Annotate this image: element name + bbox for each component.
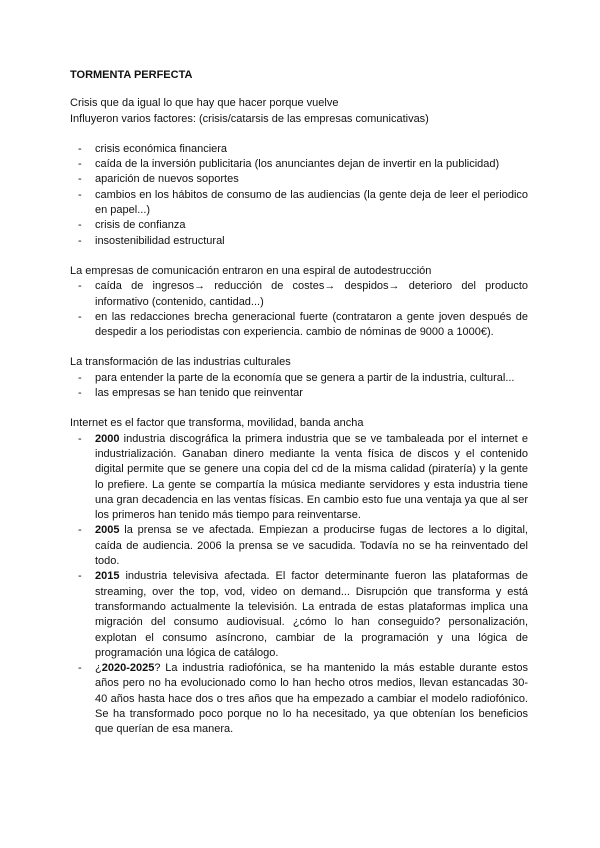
year-label: 2020-2025: [101, 662, 155, 675]
year-label: 2015: [95, 570, 120, 583]
timeline-text: industria televisiva afectada. El factor determinante fueron las plataformas de streaming, over the top, vod, video on demand... Disrupción que transforma y está transformando actualmente la televisión. La entrada de estas plataformas implica una migración del consumo audiovisual. ¿cómo lo han conseguido? personalización, explotan el consumo asíncrono, cambiar de la programación y una lógica de programación una lógica de catálogo.: [95, 570, 528, 659]
timeline-item-2015: [70, 569, 528, 661]
list-item: - caída de ingresos→ reducción de costes→ despidos→ deterioro del producto informativo (contenido, cantidad...): [70, 279, 528, 310]
list-item: - crisis económica financiera: [70, 142, 528, 157]
list-item: - aparición de nuevos soportes: [70, 172, 528, 187]
timeline-item-2005: [70, 523, 528, 569]
list-item: - insostenibilidad estructural: [70, 234, 528, 249]
list-item: - crisis de confianza: [70, 218, 528, 233]
section-heading-industrias: La transformación de las industrias culturales: [70, 356, 291, 369]
list-item: - para entender la parte de la economía que se genera a partir de la industria, cultural...: [70, 371, 528, 386]
section-heading-internet: Internet es el factor que transforma, movilidad, banda ancha: [70, 417, 364, 430]
timeline-text: la prensa se ve afectada. Empiezan a producirse fugas de lectores a lo digital, caída de audiencia. 2006 la prensa se ve sacudida. Todavía no se ha reinventado del todo.: [95, 524, 528, 568]
page-title: TORMENTA PERFECTA: [70, 69, 193, 81]
question-mark: ¿: [95, 662, 102, 675]
year-label: 2000: [95, 432, 120, 445]
timeline-item-2020-2025: [70, 661, 528, 737]
timeline-text: ? La industria radiofónica, se ha mantenido la más estable durante estos años pero no ha evolucionado como lo han hecho otros medios, llevan estancadas 30-40 años hasta hace dos o tres años que ha empezado a cambiar el modelo radiofónico. Se ha transformado poco porque no lo ha necesitado, ya que obtenían los beneficios que querían de esa manera.: [95, 662, 528, 736]
list-item: - las empresas se han tenido que reinventar: [70, 386, 528, 401]
timeline-item-2000: [70, 432, 528, 524]
industrias-list: [70, 371, 528, 402]
timeline-list: [70, 432, 528, 738]
list-item: - cambios en los hábitos de consumo de las audiencias (la gente deja de leer el periodico en papel...): [70, 188, 528, 219]
intro-line-1: Crisis que da igual lo que hay que hacer porque vuelve: [70, 97, 339, 110]
section-heading-autodestruccion: La empresas de comunicación entraron en una espiral de autodestrucción: [70, 264, 432, 277]
document-page: [70, 68, 528, 738]
autodestruccion-list: [70, 279, 528, 340]
list-item: - caída de la inversión publicitaria (los anunciantes dejan de invertir en la publicidad): [70, 157, 528, 172]
year-label: 2005: [95, 524, 120, 537]
list-item: - en las redacciones brecha generacional fuerte (contrataron a gente joven después de despedir a los periodistas con experiencia. cambio de nóminas de 9000 a 1000€).: [70, 310, 528, 341]
timeline-text: industria discográfica la primera industria que se ve tambaleada por el internet e industrialización. Ganaban dinero mediante la venta física de discos y el contenido digital permite que se genere una copia del cd de la misma calidad (piratería) y la gente lo prefiere. La gente se compartía la música mediante servidores y esta industria tiene una gran decadencia en las ventas físicas. En cambio esto fue una ventaja ya que al ser los primeros han tenido más tiempo para reinventarse.: [95, 432, 528, 522]
intro-line-2: Influyeron varios factores: (crisis/catarsis de las empresas comunicativas): [70, 112, 429, 125]
factors-list: [70, 142, 528, 249]
